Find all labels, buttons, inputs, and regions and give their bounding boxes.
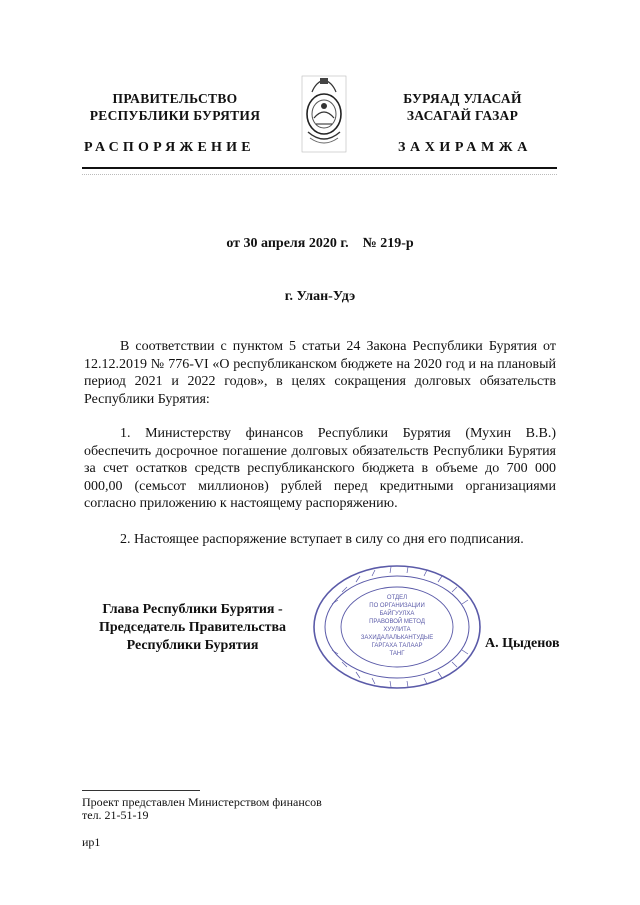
footer-phone: тел. 21-51-19 [82, 808, 149, 822]
document-date-line [0, 236, 640, 252]
order-title-russian: РАСПОРЯЖЕНИЕ [84, 140, 255, 155]
paragraph-item-1: 1. Министерству финансов Республики Бурятия (Мухин В.В.) обеспечить досрочное погашение долговых обязательств Республики Бурятия за счет остатков средств республиканского бюджета в объеме до 700 000 000,00 (семьсот миллионов) рублей перед кредитными организациями согласно приложению к настоящему распоряжению. [84, 426, 556, 511]
official-stamp [312, 564, 482, 690]
header-left [80, 90, 270, 124]
footer-divider [82, 790, 200, 791]
stamp-line-5: ХУУЛИТА [383, 627, 411, 633]
stamp-line-3: БАЙГУУЛХА [379, 611, 415, 617]
signatory-title-line3: Республики Бурятия [126, 638, 259, 653]
signatory-title-line2: Председатель Правительства [98, 620, 287, 635]
paragraph-item-2: 2. Настоящее распоряжение вступает в силу со дня его подписания. [120, 532, 524, 547]
signatory-name: А. Цыденов [485, 636, 560, 651]
footer-prepared-by: Проект представлен Министерством финансов [82, 795, 322, 809]
header-left-line1: ПРАВИТЕЛЬСТВО [112, 91, 238, 106]
footer-initials: ир1 [82, 835, 101, 849]
signatory-title [80, 601, 305, 655]
stamp-line-8: ТАНГ [389, 651, 405, 657]
stamp-line-6: ЗАХИДАЛАЛЬКАНТУДЫЕ [360, 635, 434, 641]
signatory-title-line1: Глава Республики Бурятия - [102, 602, 283, 617]
header-left-line2: РЕСПУБЛИКИ БУРЯТИЯ [89, 108, 261, 123]
header-dotted-divider [82, 174, 557, 175]
document-date: от 30 апреля 2020 г. [226, 236, 349, 251]
document-city: г. Улан-Удэ [284, 289, 356, 304]
header-right-line2: ЗАСАГАЙ ГАЗАР [406, 108, 519, 123]
coat-of-arms-icon [298, 74, 350, 154]
order-title-buryat: ЗАХИРАМЖА [398, 140, 532, 155]
stamp-line-2: ПО ОРГАНИЗАЦИИ [369, 603, 425, 609]
document-number: № 219-р [362, 236, 414, 251]
stamp-line-7: ГАРГАХА ТАЛААР [371, 643, 423, 649]
header-divider [82, 167, 557, 169]
stamp-line-1: ОТДЕЛ [386, 595, 408, 601]
header-right [375, 90, 550, 124]
header-right-line1: БУРЯАД УЛАСАЙ [403, 91, 522, 106]
paragraph-preamble: В соответствии с пунктом 5 статьи 24 Закона Республики Бурятия от 12.12.2019 № 776-VI «О республиканском бюджете на 2020 год и на плановый период 2021 и 2022 годов», в целях сокращения долговых обязательств Республики Бурятия: [84, 339, 556, 407]
stamp-line-4: ПРАВОВОЙ МЕТОД [369, 619, 425, 625]
